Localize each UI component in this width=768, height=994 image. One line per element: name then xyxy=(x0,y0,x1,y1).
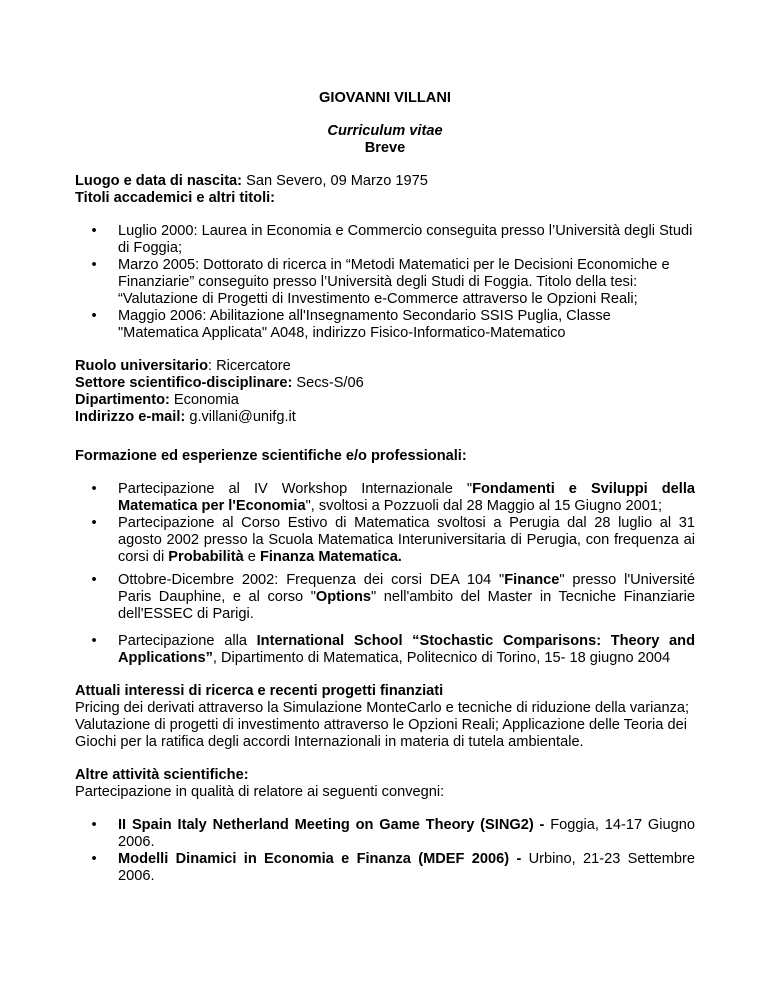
list-item: • Ottobre-Dicembre 2002: Frequenza dei corsi DEA 104 "Finance" presso l'Université Paris Dauphine, e al corso "Options" nell'ambito del Master in Tecniche Finanziarie dell'ESSEC di Parigi. xyxy=(75,572,695,623)
bullet-icon: • xyxy=(91,633,97,649)
bullet-icon: • xyxy=(91,515,97,531)
birth-line xyxy=(75,173,695,190)
author-name: GIOVANNI VILLANI xyxy=(319,90,451,106)
settore-line: Settore scientifico-disciplinare: Secs-S/06 xyxy=(75,375,364,391)
list-item: • Maggio 2006: Abilitazione all'Insegnamento Secondario SSIS Puglia, Classe "Matematica Applicata" A048, indirizzo Fisico-Informatico-Matematico xyxy=(75,308,695,342)
ruolo-line: Ruolo universitario: Ricercatore xyxy=(75,358,291,374)
titles-list xyxy=(75,223,695,342)
bullet-icon: • xyxy=(91,223,97,239)
cv-heading xyxy=(75,123,695,157)
list-item: • Partecipazione al IV Workshop Internazionale "Fondamenti e Sviluppi della Matematica per l'Economia", svoltosi a Pozzuoli dal 28 Maggio al 15 Giugno 2001; xyxy=(75,481,695,515)
role-section xyxy=(75,358,695,426)
birth-label: Luogo e data di nascita: xyxy=(75,173,243,189)
titles-heading: Titoli accademici e altri titoli: xyxy=(75,190,276,206)
list-item: • Modelli Dinamici in Economia e Finanza (MDEF 2006) - Urbino, 21-23 Settembre 2006. xyxy=(75,851,695,885)
cv-label: Curriculum vitae xyxy=(327,123,443,139)
bullet-icon: • xyxy=(91,257,97,273)
altre-heading: Altre attività scientifiche: xyxy=(75,767,249,783)
ricerca-text: Pricing dei derivati attraverso la Simulazione MonteCarlo e tecniche di riduzione della varianza; Valutazione di progetti di investimento attraverso le Opzioni Reali; Applicazione delle Teoria dei Giochi per la ratifica degli accordi Internazionali in materia di tutela ambientale. xyxy=(75,700,690,750)
altre-intro: Partecipazione in qualità di relatore ai seguenti convegni: xyxy=(75,784,445,800)
bullet-icon: • xyxy=(91,481,97,497)
bullet-icon: • xyxy=(91,308,97,324)
bullet-icon: • xyxy=(91,817,97,833)
list-item: • II Spain Italy Netherland Meeting on Game Theory (SING2) - Foggia, 14-17 Giugno 2006. xyxy=(75,817,695,851)
list-item: • Marzo 2005: Dottorato di ricerca in “Metodi Matematici per le Decisioni Economiche e Finanziarie” conseguito presso l’Università degli Studi di Foggia. Titolo della tesi: “Valutazione di Progetti di Investimento e-Commerce attraverso le Opzioni Reali; xyxy=(75,257,695,308)
cv-type: Breve xyxy=(364,140,406,156)
formazione-heading: Formazione ed esperienze scientifiche e/o professionali: xyxy=(75,448,467,464)
list-item: • Partecipazione alla International School “Stochastic Comparisons: Theory and Applications”, Dipartimento di Matematica, Politecnico di Torino, 15- 18 giugno 2004 xyxy=(75,633,695,667)
email-address: g.villani@unifg.it xyxy=(185,409,296,425)
birth-value: San Severo, 09 Marzo 1975 xyxy=(242,173,428,189)
convegni-list xyxy=(75,817,695,885)
personal-section xyxy=(75,173,695,207)
ricerca-section xyxy=(75,683,695,751)
bullet-icon: • xyxy=(91,572,97,588)
altre-section xyxy=(75,767,695,801)
list-item: • Partecipazione al Corso Estivo di Matematica svoltosi a Perugia dal 28 luglio al 31 agosto 2002 presso la Scuola Matematica Interuniversitaria di Perugia, con frequenza ai corsi di Probabilità e Finanza Matematica. xyxy=(75,515,695,566)
document-content xyxy=(75,90,695,885)
formazione-list xyxy=(75,481,695,667)
email-line: Indirizzo e-mail: g.villani@unifg.it xyxy=(75,409,296,425)
bullet-icon: • xyxy=(91,851,97,867)
ricerca-heading: Attuali interessi di ricerca e recenti progetti finanziati xyxy=(75,683,444,699)
list-item: • Luglio 2000: Laurea in Economia e Commercio conseguita presso l’Università degli Studi di Foggia; xyxy=(75,223,695,257)
dipartimento-line: Dipartimento: Economia xyxy=(75,392,239,408)
